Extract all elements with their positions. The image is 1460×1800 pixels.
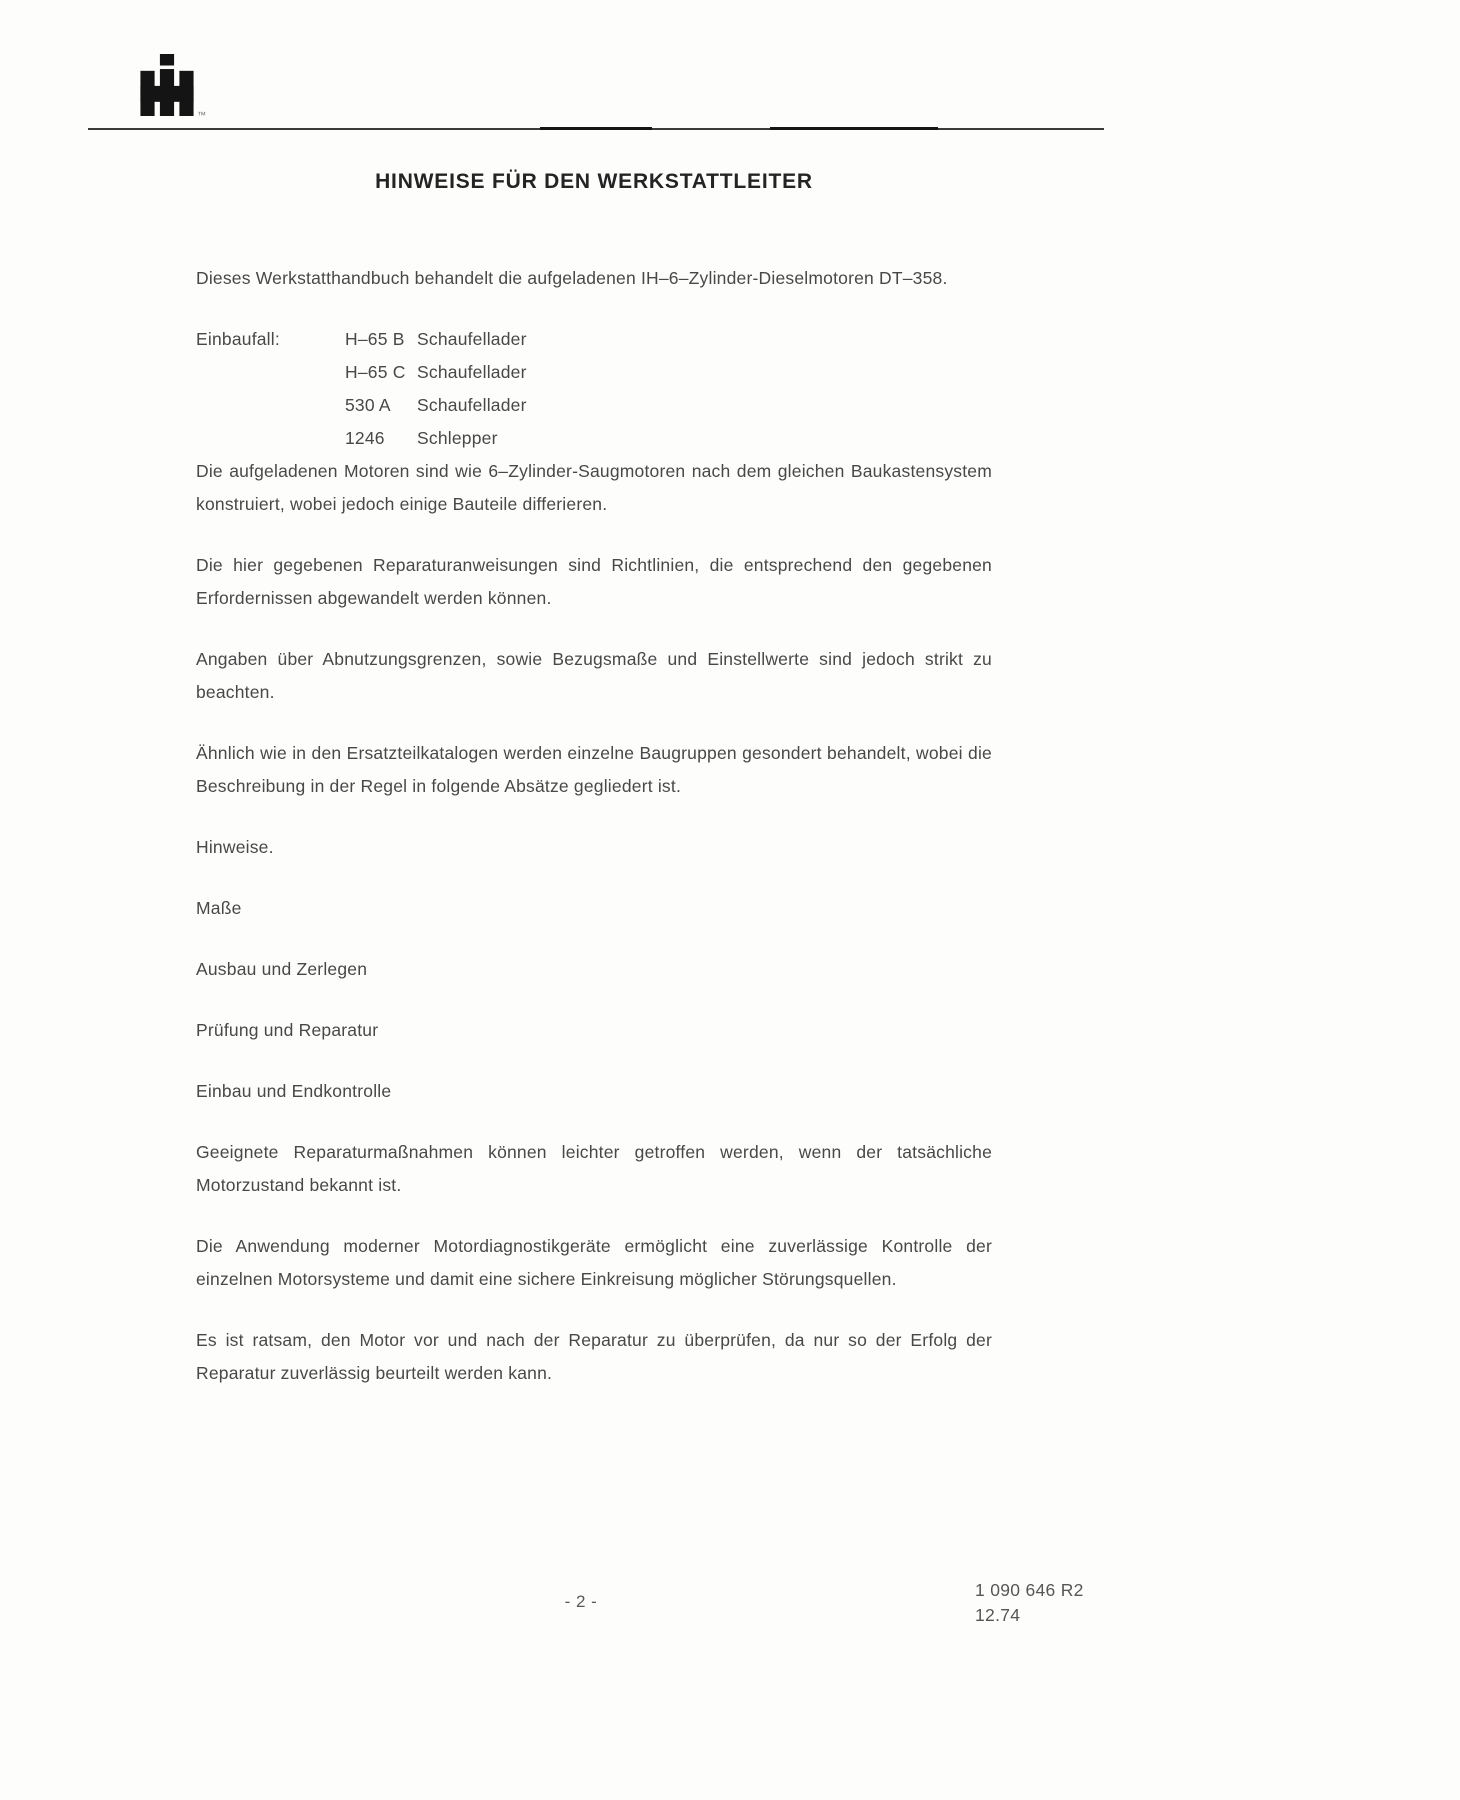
body-paragraph: Es ist ratsam, den Motor vor und nach der Reparatur zu überprüfen, da nur so der Erfolg der Reparatur zuverlässig beurteilt werden kann. — [196, 1330, 992, 1383]
body-paragraph: Angaben über Abnutzungsgrenzen, sowie Bezugsmaße und Einstellwerte sind jedoch strikt zu beachten. — [196, 649, 992, 702]
model-cell: H–65 C — [345, 362, 406, 382]
installation-row — [196, 323, 992, 356]
type-cell: Schaufellader — [417, 395, 527, 415]
body-paragraph: Ähnlich wie in den Ersatzteilkatalogen werden einzelne Baugruppen gesondert behandelt, wobei die Beschreibung in der Regel in folgende Absätze gegliedert ist. — [196, 743, 992, 796]
footer-doc-block — [975, 1578, 1084, 1628]
model-cell: H–65 B — [345, 329, 405, 349]
ih-logo — [140, 54, 206, 120]
divider-segment — [540, 127, 652, 130]
type-cell: Schaufellader — [417, 329, 527, 349]
type-cell: Schlepper — [417, 428, 498, 448]
einbaufall-label: Einbaufall: — [196, 329, 280, 349]
installation-list — [196, 323, 992, 455]
model-cell: 1246 — [345, 428, 385, 448]
body-paragraph: Die aufgeladenen Motoren sind wie 6–Zylinder-Saugmotoren nach dem gleichen Baukastensystem konstruiert, wobei jedoch einige Bauteile differieren. — [196, 461, 992, 514]
indent-spacer — [196, 356, 345, 389]
doc-number: 1 090 646 R2 — [975, 1580, 1084, 1600]
trademark-symbol: ™ — [197, 110, 206, 120]
document-body — [196, 168, 992, 1418]
header-divider — [88, 127, 1104, 131]
divider-segment — [770, 127, 938, 130]
body-paragraph: Die Anwendung moderner Motordiagnostikgeräte ermöglicht eine zuverlässige Kontrolle der einzelnen Motorsysteme und damit eine sichere Einkreisung möglicher Störungsquellen. — [196, 1236, 992, 1289]
ih-logo-icon — [140, 54, 194, 116]
revision-date: 12.74 — [975, 1605, 1021, 1625]
model-cell: 530 A — [345, 395, 391, 415]
section-list-item: Maße — [196, 898, 242, 918]
type-cell: Schaufellader — [417, 362, 527, 382]
installation-row — [196, 356, 992, 389]
installation-row — [196, 422, 992, 455]
indent-spacer — [196, 389, 345, 422]
footer-page-number: - 2 - — [564, 1592, 598, 1611]
body-paragraph: Geeignete Reparaturmaßnahmen können leichter getroffen werden, wenn der tatsächliche Motorzustand bekannt ist. — [196, 1142, 992, 1195]
installation-row — [196, 389, 992, 422]
section-list-item: Prüfung und Reparatur — [196, 1020, 379, 1040]
page-title: HINWEISE FÜR DEN WERKSTATTLEITER — [375, 170, 813, 193]
indent-spacer — [196, 422, 345, 455]
section-list-item: Hinweise. — [196, 837, 274, 857]
section-list-item: Einbau und Endkontrolle — [196, 1081, 392, 1101]
section-list-item: Ausbau und Zerlegen — [196, 959, 368, 979]
intro-paragraph: Dieses Werkstatthandbuch behandelt die aufgeladenen IH–6–Zylinder-Dieselmotoren DT–358. — [196, 268, 948, 288]
body-paragraph: Die hier gegebenen Reparaturanweisungen sind Richtlinien, die entsprechend den gegebenen Erfordernissen abgewandelt werden können. — [196, 555, 992, 608]
